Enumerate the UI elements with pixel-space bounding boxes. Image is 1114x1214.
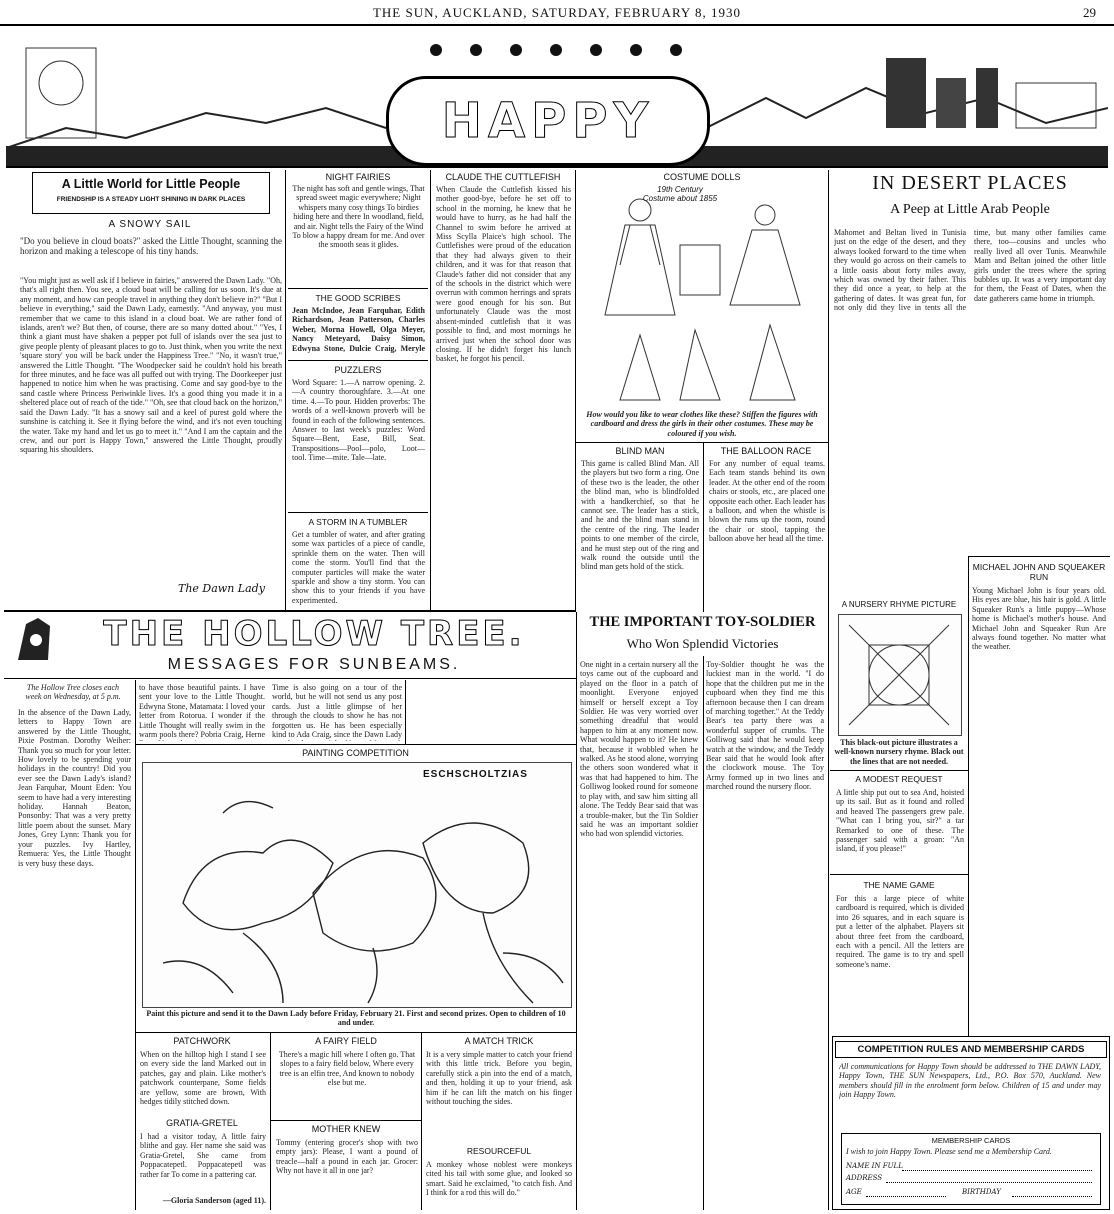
membership-birthday-field[interactable]	[1012, 1195, 1092, 1197]
competition-body: All communications for Happy Town should be addressed to THE DAWN LADY, Happy Town, THE SUN Newspapers, Ltd., P.O. Box 570, Auckland. New members should fill in the enrolment form below. Children of 15 and under may join Happy Town.	[839, 1062, 1101, 1100]
match-trick-heading: A MATCH TRICK	[464, 1036, 534, 1046]
balloon-race-body: For any number of equal teams. Each team stands behind its own leader. At the other end of the room chairs or stools, etc., are placed one opposite each other. Each leader has a balloon, and when the whistle is blown the runs up the room, round the chair or stool, tapping the balloon above her head all the time.	[709, 459, 825, 544]
toy-soldier-body: One night in a certain nursery all the toys came out of the cupboard and played on the floor in a patch of moonlight. Everyone enjoyed himself or herself except a Toy Soldier. He was very worried over something dreadful that would happen to him at any moment now. What would happen to it? He knew that, because it wobbled when he walked. As he stood alone, worrying the others soon wondered what it was that had happened to him. The Golliwog looked round for someone to play with, and saw him sitting all alone. The Teddy Bear said that was a trouble-maker, but the Tin Soldier said he was an important soldier who had won splendid victories.	[580, 660, 698, 839]
blind-man-heading: BLIND MAN	[615, 446, 665, 456]
fairy-field-heading: A FAIRY FIELD	[315, 1036, 377, 1046]
costume-dolls-illustration	[580, 185, 824, 407]
snowy-sail-heading: A SNOWY SAIL	[108, 219, 192, 230]
little-world-title: A Little World for Little People	[61, 177, 241, 191]
storm-tumbler-heading: A STORM IN A TUMBLER	[308, 517, 408, 527]
gratia-gretel-heading: GRATIA-GRETEL	[166, 1118, 238, 1128]
nursery-rhyme-heading: A NURSERY RHYME PICTURE	[841, 600, 957, 609]
hollow-tree-letters-3: Time is also going on a tour of the world, but he will not send us any post cards. Just a little glimpse of her through the clouds to show he has not forgotten us. He has been especially kind to Ada Craig, since the Dawn Lady	[272, 683, 402, 740]
masthead	[0, 0, 1114, 26]
membership-card	[841, 1133, 1101, 1205]
name-game-body: For this a large piece of white cardboard is required, which is divided into 26 squares, and in each square is put a letter of the alphabet. Players sit about three feet from the cardboard, each with a pencil. All the letters are required. The game is to try and spell someone's name.	[836, 894, 964, 969]
painting-flower-label: ESCHSCHOLTZIAS	[423, 769, 528, 780]
membership-birthday-label: BIRTHDAY	[962, 1188, 1001, 1196]
little-world-subtitle: FRIENDSHIP IS A STEADY LIGHT SHINING IN DARK PLACES	[56, 196, 246, 203]
good-scribes-body: Jean McIndoe, Jean Farquhar, Edith Richardson, Jean Patterson, Charles Weber, Morna Howell, Olga Meyer, Nancy Meteyard, Daisy Simon, Edwyna Stone, Dulcie Craig, Meryle	[292, 306, 425, 353]
michael-john-body: Young Michael John is four years old. His eyes are blue, his hair is gold. A little Squeaker Run's a little puppy—Whose home is Michael's mother's house. And Michael John and Squeaker Run Are always found together. No matter what the weather.	[972, 586, 1106, 652]
hollow-tree-subtitle: MESSAGES FOR SUNBEAMS.	[167, 656, 461, 673]
blind-man-body: This game is called Blind Man. All the players but two form a ring. One of these two is the leader, the other the blind man, who is blindfolded with a handkerchief, so that he cannot see. The leader has a stick, and he and the blind man stand in the centre of the ring. The leader points to one member of the circle, and he must step out of the ring and walk round the outside until the blind man gets hold of the stick.	[581, 459, 699, 572]
costume-dolls-caption: How would you like to wear clothes like these? Stiffen the figures with cardboard and dress the girls in their other costumes. These may be coloured if you wish.	[586, 410, 818, 438]
gratia-gretel-signature: —Gloria Sanderson (aged 11).	[162, 1196, 266, 1205]
hollow-tree-note: The Hollow Tree closes each week on Wednesday, at 5 p.m.	[25, 683, 121, 702]
toy-soldier-heading: THE IMPORTANT TOY-SOLDIER	[589, 614, 816, 630]
toy-soldier-body-2: Toy-Soldier thought he was the luckiest man in the world. "I do hope that the children put me in the cupboard when they find me this afternoon because then I can dream of marching together." At the Teddy Bear's tea party there was a wonderful supper of crumbs. The Golliwog said that he would keep watch at the window, and the Teddy Bear said that he would look after the clockwork mouse. The Toy Army formed up in two lines and marched round the nursery floor.	[706, 660, 824, 792]
desert-subtitle: A Peep at Little Arab People	[890, 202, 1050, 217]
resourceful-heading: RESOURCEFUL	[466, 1146, 532, 1156]
membership-address-label: ADDRESS	[846, 1174, 883, 1182]
modest-request-body: A little ship put out to sea And, hoisted up its sail. But as it found and rolled and heaved The passengers grew pale. "What can I bring you, sir?" a tar Remarked to one of these. The passenger said with a groan: "An island, if you please!"	[836, 788, 964, 854]
hollow-tree-letters-2: to have those beautiful paints. I have sent your love to the Little Thought. Edwyna Stone, Matamata: I loved your letter from Rotorua. I wonder if the Little Thought will really swim in the warm pools there? Pobria Craig, Herne	[139, 683, 265, 740]
good-scribes-heading: THE GOOD SCRIBES	[315, 293, 401, 303]
match-trick-body: It is a very simple matter to catch your friend with this little trick. Before you begin, carefully stick a pin into the end of a match, and then, holding it up to your friend, ask him if he can lift the match on his finger without touching the sides.	[426, 1050, 572, 1107]
modest-request-heading: A MODEST REQUEST	[855, 774, 943, 784]
mother-knew-body: Tommy (entering grocer's shop with two empty jars): Please, I want a pound of treacle—half a pound in each jar. Grocer: Why not have it all in one jar?	[276, 1138, 418, 1176]
hollow-tree-title: THE HOLLOW TREE.	[103, 614, 525, 654]
hollow-tree-letters: In the absence of the Dawn Lady, letters to Happy Town are answered by the Little Thought, Pixie Postman. Dorothy Weiher: Thank you so much for your letter. How lovely to be spending your holidays in the country! Did you ever see the Dawn Lady's island? Jean Farquhar, Mount Eden: You seem to have had a very interesting holiday. Hannah Beaton, Ponsonby: That was a very pretty little poem about the sunset. Mary Jones, Grey Lynn: Thank you for your puzzles. Ivy Hartley, Remuera: Yes, the Little Thought is very busy these days.	[18, 708, 131, 868]
dawn-lady-signature: The Dawn Lady	[178, 582, 265, 595]
puzzlers-heading: PUZZLERS	[334, 365, 382, 375]
membership-name-label: NAME IN FULL	[846, 1162, 903, 1170]
little-world-title-box	[32, 172, 270, 214]
cuttlefish-body: When Claude the Cuttlefish kissed his mother good-bye, before he set off to school in the morning, he knew that he would have to hurry, as he had half the Channel to swim before he arrived at Miss Scylla Plaice's high school. The Cuttlefishes were proud of the education that they had always given to their children, and it was for that reason that Claude's father did not consider that any of the schools in the district which were overrun with common herrings and sprats were good enough for his son. But unfortunately Claude was the most absent-minded cuttlefish that it was possible to find, and most mornings he arrived just when the school door was closing. If he didn't forget his lunch basket, he forgot his pencil.	[436, 185, 571, 364]
hollow-tree-illustration	[8, 614, 60, 662]
puzzlers-body: Word Square: 1.—A narrow opening. 2.—A country thoroughfare. 3.—At one time. 4.—To pour. Hidden proverbs: The words of a well-known proverb will be found in each of the following sentences. Answer to last week's puzzles: Word Square—Bent, Ease, Bill, Seat. Transpositions—Pool—polo, Loot—tool. Time—mite. Tale—late.	[292, 378, 425, 463]
banner	[6, 28, 1108, 168]
cuttlefish-heading: CLAUDE THE CUTTLEFISH	[445, 172, 561, 182]
competition-box	[832, 1036, 1110, 1210]
nursery-rhyme-grid	[839, 615, 961, 735]
gratia-gretel-body: I had a visitor today, A little fairy blithe and gay. Her name she said was Gratia-Gretel, She came from Poppacatepetl. Poppacatepetl was rather far To come in a pattering car.	[140, 1132, 266, 1179]
costume-dolls-heading: COSTUME DOLLS	[663, 172, 741, 182]
page-number: 29	[1083, 5, 1096, 20]
name-game-heading: THE NAME GAME	[863, 880, 935, 890]
resourceful-body: A monkey whose noblest were monkeys cited his tail with some glue, and looked so smart. Said he exclaimed, "to catch fish. And I think for a rod this will do."	[426, 1160, 572, 1198]
painting-heading: PAINTING COMPETITION	[302, 748, 409, 758]
membership-card-heading: MEMBERSHIP CARDS	[931, 1136, 1011, 1145]
membership-age-label: AGE	[846, 1188, 862, 1196]
painting-frame	[142, 762, 572, 1008]
nursery-rhyme-caption: This black-out picture illustrates a well-known nursery rhyme. Black out the lines that are not needed.	[834, 738, 964, 766]
desert-heading: IN DESERT PLACES	[872, 172, 1068, 194]
desert-body: Mahomet and Beltan lived in Tunisia just on the edge of the desert, and they always looked forward to the time when they would go across on their camels to a little oasis about forty miles away, which was owned by their father. This they did once a year, to help at the gathering of dates. It was great fun, for not only did they live in tents all the time, but many other families came there, too—cousins and uncles who really lived all over Tunis. Meanwhile Mam and Beltan joined the other little girls under the trees where the spring bubbles up. It was a very important day for them, the Feast of Dates, when the date gatherers came home in triumph.	[834, 228, 1106, 313]
painting-caption: Paint this picture and send it to the Dawn Lady before Friday, February 21. First and second prizes. Open to children of 10 and under.	[146, 1009, 566, 1028]
mother-knew-heading: MOTHER KNEW	[311, 1124, 381, 1134]
costume-dolls-subtitle: 19th Century Costume about 1855	[642, 185, 718, 203]
competition-heading: COMPETITION RULES AND MEMBERSHIP CARDS	[835, 1041, 1107, 1058]
masthead-title: THE SUN, AUCKLAND, SATURDAY, FEBRUARY 8, 1930	[372, 5, 742, 20]
snowy-sail-body: "You might just as well ask if I believe in fairies," answered the Dawn Lady. "Oh, that's all right then. You see, a cloud boat will be calling for us soon. It's due at any moment, and how can people travel in anything they don't believe in?" "But I believe in everything," said the Dawn Lady, earnestly. "And anyway, you must remember that we came to this island in a cloud boat. We are rather fond of islands, aren't we? But then, of course, there are so many dotted about." "Yes, I think a giant must have shaken a pepper pot full of islands over the sea just to give people plenty of pleasant places to go to. Just think, when you write the next 'square story' you will be back under the Happiness Tree." "No, it wasn't true," answered the Little Thought. "The Woodpecker said he couldn't hold his breath for three minutes, and he face was all puffed out with trying. The Doorkeeper just happened to notice him when he was practising. Come and say good-bye to the sand castle where Princess Periwinkle lives. It's a good thing you made it in a sheltered place out of reach of the tide." "Oh, see that cloud back on the horizon," said the Dawn Lady. "It has a snowy sail and a keel of purest gold where the sunshine is catching it. See it flying before the wind, and it's not even touching the water. Take my hand and let us go to meet it." "And I am the captain and the crew, and our port is Happy Town," answered the Little Thought, proudly squaring his shoulders.	[20, 276, 282, 455]
patchwork-body: When on the hilltop high I stand I see on every side the land Marked out in patches, gay and plain. Like mother's patchwork counterpane, Some fields are yellow, some are brown, With hedges tidily stitched down.	[140, 1050, 266, 1107]
happy-town-title-box	[386, 76, 710, 166]
storm-tumbler-body: Get a tumbler of water, and after grating some wax particles of a piece of candle, sprinkle them on the water. Then will come the storm. You'll find that the computer particles will make the water sparkle and show a tiny storm. You can show this to your friends if you have experimented.	[292, 530, 425, 605]
membership-card-text: I wish to join Happy Town. Please send me a Membership Card.	[846, 1147, 1052, 1156]
fairy-field-body: There's a magic hill where I often go. That slopes to a fairy field below, Where every tree is an elfin tree, And known to nobody else but me.	[278, 1050, 416, 1088]
membership-address-field[interactable]	[886, 1181, 1092, 1183]
balloon-race-heading: THE BALLOON RACE	[720, 446, 812, 456]
night-fairies-body: The night has soft and gentle wings, That spread sweet magic everywhere; Night whispers many cosy things To birdies hiding here and there In woodland, field, and air. Night tells the Fairy of the Wind To blow a happy dream for me. And over the smooth seas it glides.	[292, 184, 425, 250]
toy-soldier-subtitle: Who Won Splendid Victories	[626, 636, 779, 651]
membership-name-field[interactable]	[902, 1169, 1092, 1171]
membership-age-field[interactable]	[866, 1195, 946, 1197]
painting-flower-illustration	[143, 763, 571, 1007]
patchwork-heading: PATCHWORK	[173, 1036, 231, 1046]
nursery-rhyme-picture	[838, 614, 962, 736]
night-fairies-heading: NIGHT FAIRIES	[325, 172, 391, 182]
snowy-sail-lead: "Do you believe in cloud boats?" asked the Little Thought, scanning the horizon and making a telescope of his tiny hands.	[20, 236, 282, 256]
happy-town-title: HAPPY	[441, 93, 655, 149]
michael-john-heading: MICHAEL JOHN AND SQUEAKER RUN	[972, 562, 1106, 582]
